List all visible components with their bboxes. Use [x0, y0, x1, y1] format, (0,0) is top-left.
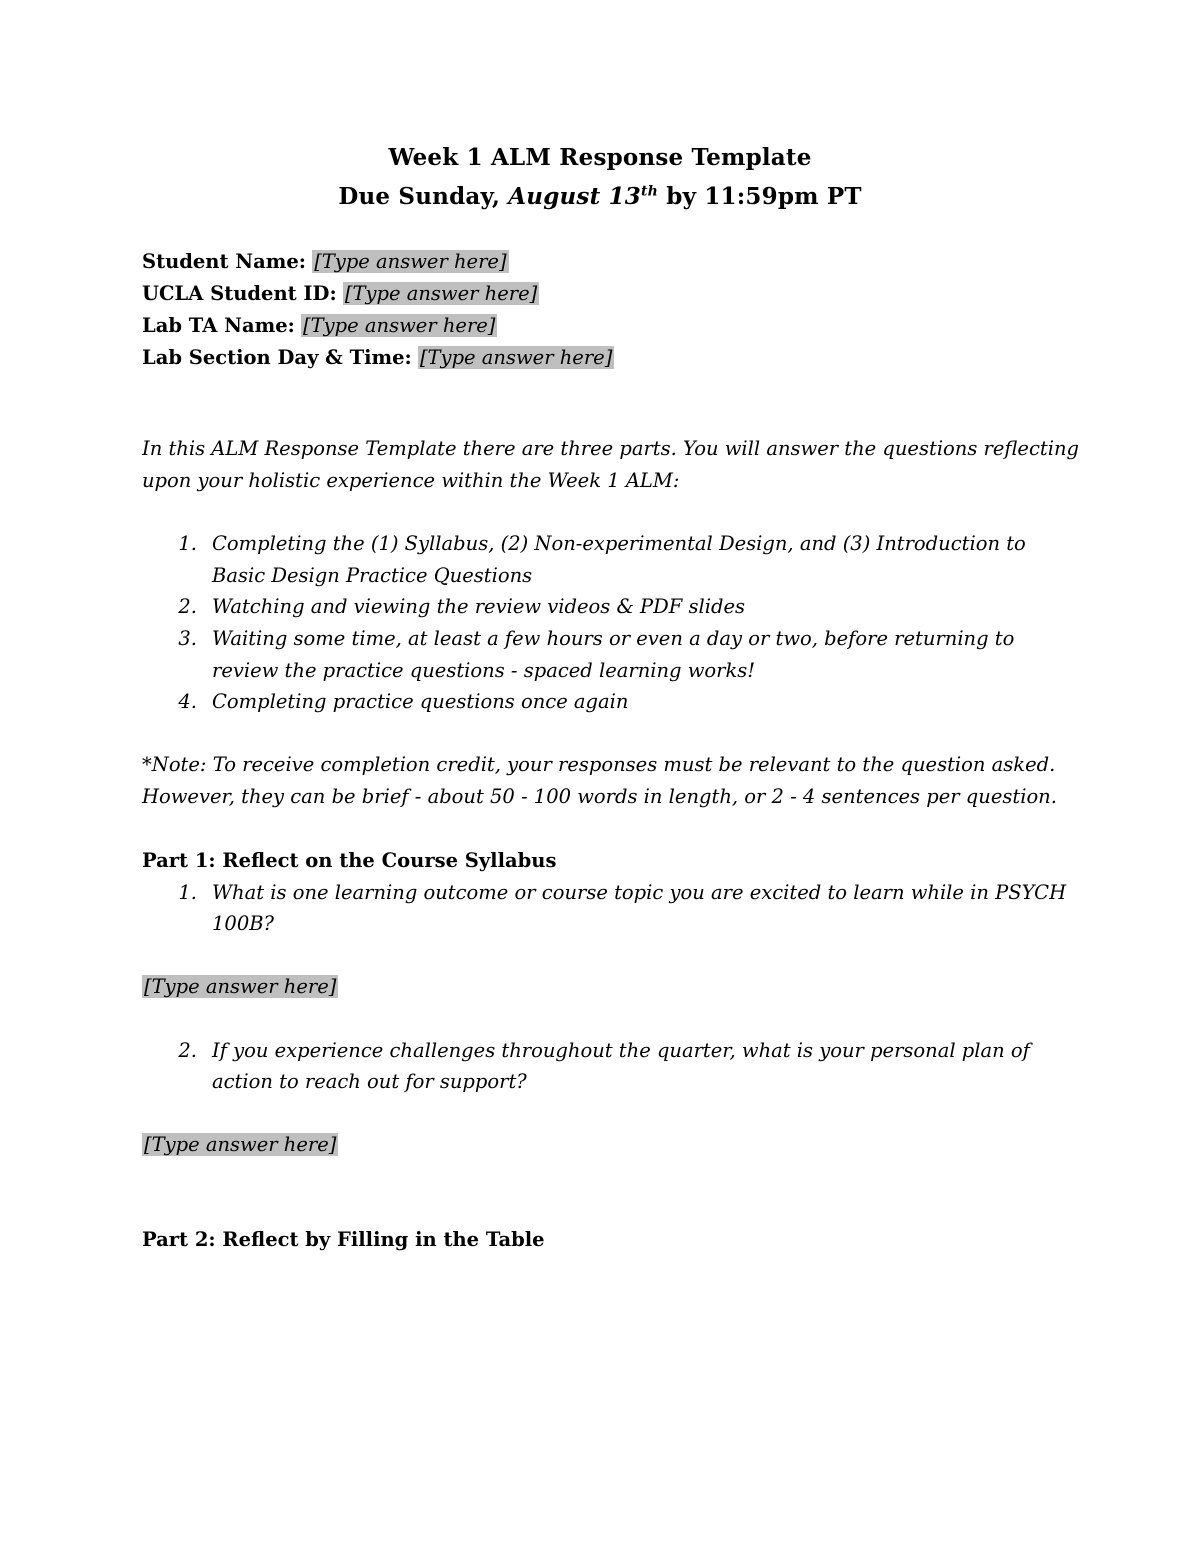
- intro-paragraph-line: In this ALM Response Template there are three parts. You will answer the questions reflecting: [142, 437, 1079, 460]
- list-item-text: Completing the (1) Syllabus, (2) Non-experimental Design, and (3) Introduction to: [212, 532, 1026, 555]
- answer-placeholder[interactable]: [Type answer here]: [314, 250, 507, 273]
- part2-heading: Part 2: Reflect by Filling in the Table: [142, 1228, 545, 1251]
- title-text: Week 1 ALM Response Template: [388, 144, 812, 171]
- list-item-text: Completing practice questions once again: [212, 690, 629, 713]
- due-suffix: by 11:59pm PT: [666, 183, 862, 210]
- question-item: [142, 1035, 1030, 1067]
- answer-placeholder[interactable]: [Type answer here]: [144, 975, 337, 998]
- field-student-id: [142, 278, 539, 310]
- field-student-name: [142, 246, 509, 278]
- question-continuation: action to reach out for support?: [212, 1070, 527, 1093]
- due-prefix: Due Sunday,: [338, 183, 501, 210]
- list-item: [142, 686, 628, 718]
- question-text: What is one learning outcome or course topic you are excited to learn while in PSYCH: [212, 881, 1067, 904]
- list-item: [142, 591, 745, 623]
- note-line: *Note: To receive completion credit, your responses must be relevant to the question asked.: [142, 753, 1056, 776]
- intro-paragraph-line: upon your holistic experience within the Week 1 ALM:: [142, 469, 680, 492]
- question-number: 1.: [178, 881, 197, 904]
- list-item-continuation: review the practice questions - spaced learning works!: [212, 659, 756, 682]
- list-item-text: Waiting some time, at least a few hours or even a day or two, before returning to: [212, 627, 1015, 650]
- list-number: 4.: [178, 690, 197, 713]
- note-line: However, they can be brief - about 50 - 100 words in length, or 2 - 4 sentences per question.: [142, 785, 1057, 808]
- part1-heading: Part 1: Reflect on the Course Syllabus: [142, 849, 557, 872]
- question-continuation: 100B?: [212, 912, 275, 935]
- list-item-continuation: Basic Design Practice Questions: [212, 564, 533, 587]
- question-text: If you experience challenges throughout the quarter, what is your personal plan of: [212, 1039, 1030, 1062]
- field-lab-section: [142, 342, 614, 374]
- answer-placeholder[interactable]: [Type answer here]: [344, 282, 538, 305]
- list-item: [142, 528, 1026, 560]
- list-item-text: Watching and viewing the review videos & PDF slides: [212, 595, 746, 618]
- list-number: 2.: [178, 595, 197, 618]
- question-item: [142, 877, 1066, 909]
- field-label: Student Name:: [142, 250, 306, 273]
- field-lab-ta-name: [142, 310, 497, 342]
- answer-block: [142, 971, 338, 1003]
- list-number: 1.: [178, 532, 197, 555]
- answer-block: [142, 1129, 338, 1161]
- answer-placeholder[interactable]: [Type answer here]: [419, 346, 613, 369]
- list-number: 3.: [178, 627, 197, 650]
- due-date-line: [0, 181, 1200, 213]
- document-title: [0, 142, 1200, 174]
- field-label: Lab TA Name:: [142, 314, 295, 337]
- list-item: [142, 623, 1014, 655]
- question-number: 2.: [178, 1039, 197, 1062]
- field-label: UCLA Student ID:: [142, 282, 337, 305]
- field-label: Lab Section Day & Time:: [142, 346, 412, 369]
- answer-placeholder[interactable]: [Type answer here]: [144, 1133, 337, 1156]
- answer-placeholder[interactable]: [Type answer here]: [303, 314, 496, 337]
- due-date: August 13th: [508, 183, 659, 210]
- due-date-superscript: th: [641, 183, 659, 200]
